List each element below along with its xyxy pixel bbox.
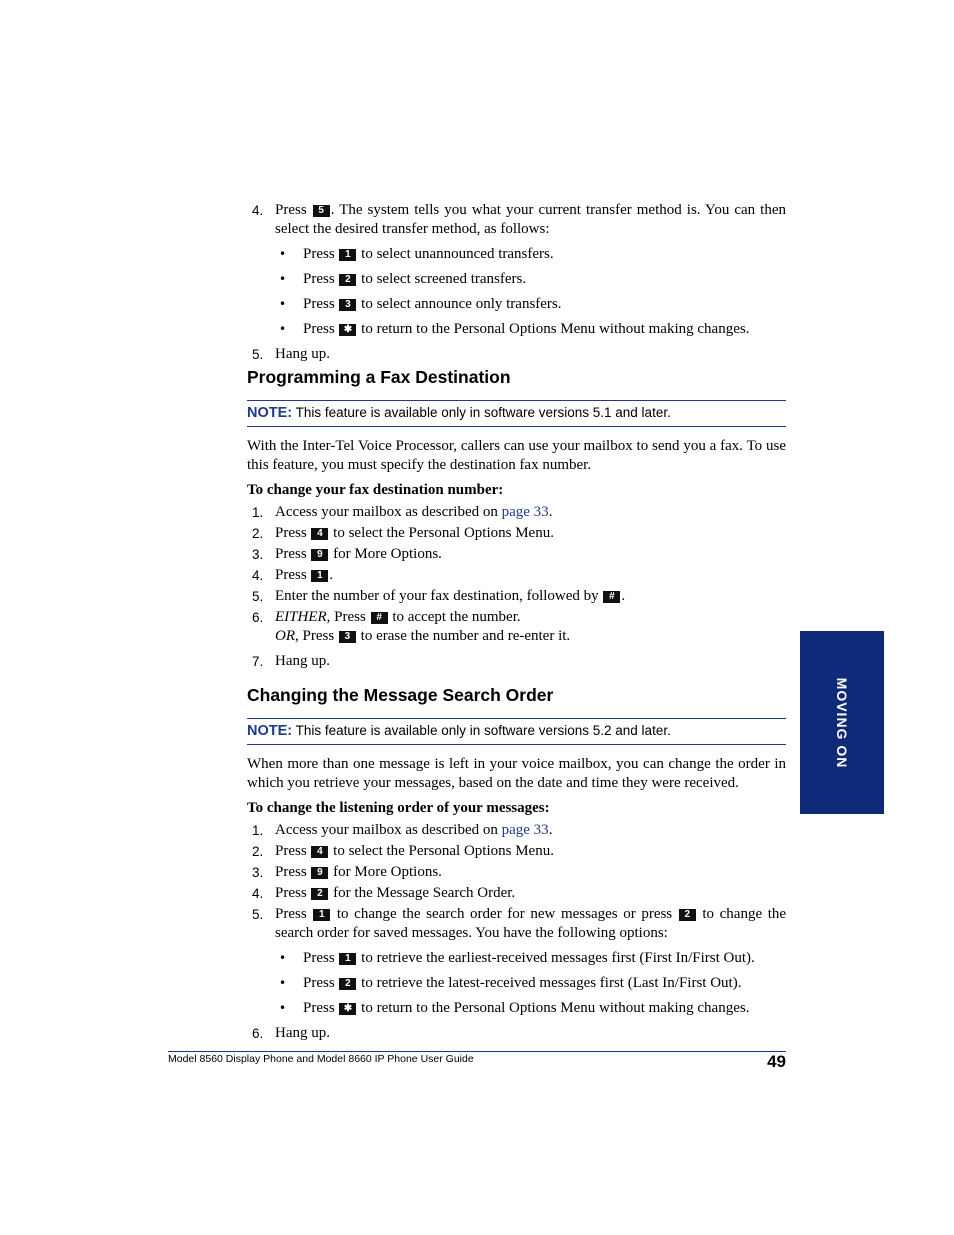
bullet: • xyxy=(279,322,287,336)
page-number: 49 xyxy=(767,1052,786,1071)
keypad-key: 1 xyxy=(313,909,330,921)
procedure-title: To change your fax destination number: xyxy=(247,482,504,498)
bullet: • xyxy=(279,272,287,286)
bullet: • xyxy=(279,247,287,261)
step-number: 3. xyxy=(252,865,264,880)
list-item: 1. Access your mailbox as described on page 33. xyxy=(252,822,553,838)
step-number: 2. xyxy=(252,844,264,859)
note-box xyxy=(247,400,786,427)
list-item: • Press 1 to retrieve the earliest-received messages first (First In/First Out). xyxy=(279,950,755,966)
list-item: 1. Access your mailbox as described on page 33. xyxy=(252,504,553,520)
bullet: • xyxy=(279,951,287,965)
list-item: 4. Press 5 . The system tells you what your current transfer method is. You can then select the desired transfer method, as follows: xyxy=(252,202,787,237)
step-number: 1. xyxy=(252,823,264,838)
page-link[interactable]: page 33 xyxy=(501,504,549,520)
keypad-key: 2 xyxy=(311,888,328,900)
fax-steps-list xyxy=(247,503,786,671)
keypad-key: ✱ xyxy=(339,1003,356,1015)
list-item: 5. Enter the number of your fax destination, followed by # . xyxy=(252,588,626,604)
keypad-key: 9 xyxy=(311,867,328,879)
step-number: 3. xyxy=(252,547,264,562)
side-tab-label: MOVING ON xyxy=(834,677,850,768)
bullet: • xyxy=(279,976,287,990)
search-options-list xyxy=(247,949,786,1018)
keypad-key: 5 xyxy=(313,205,330,217)
bullet: • xyxy=(279,297,287,311)
bullet: • xyxy=(279,1001,287,1015)
list-item: 5. Press 1 to change the search order for new messages or press 2 to change the search order for saved messages. You have the following options: xyxy=(252,906,787,941)
keypad-key: 2 xyxy=(679,909,696,921)
keypad-key: 3 xyxy=(339,631,356,643)
keypad-key: 2 xyxy=(339,978,356,990)
list-item: • Press ✱ to return to the Personal Options Menu without making changes. xyxy=(279,1000,750,1016)
keypad-key: 1 xyxy=(311,570,328,582)
note-text: This feature is available only in software versions 5.2 and later. xyxy=(295,723,671,738)
list-item: 2. Press 4 to select the Personal Options Menu. xyxy=(252,843,554,859)
step-number: 6. xyxy=(252,1026,264,1041)
list-item: 3. Press 9 for More Options. xyxy=(252,864,442,880)
step-number: 6. xyxy=(252,610,264,625)
search-intro: When more than one message is left in your voice mailbox, you can change the order in which you retrieve your messages, based on the date and time they were received. xyxy=(247,756,786,791)
keypad-key: 4 xyxy=(311,846,328,858)
step-number: 1. xyxy=(252,505,264,520)
procedure-title: To change the listening order of your messages: xyxy=(247,800,550,816)
fax-intro: With the Inter-Tel Voice Processor, callers can use your mailbox to send you a fax. To use this feature, you must specify the destination fax number. xyxy=(247,438,786,473)
keypad-key: ✱ xyxy=(339,324,356,336)
step-number: 2. xyxy=(252,526,264,541)
keypad-key: 3 xyxy=(339,299,356,311)
note-label: NOTE: xyxy=(247,723,293,739)
step-number: 5. xyxy=(252,347,264,362)
list-item: • Press 2 to retrieve the latest-received messages first (Last In/First Out). xyxy=(279,975,742,991)
list-item: • Press 2 to select screened transfers. xyxy=(279,271,527,287)
list-item: • Press 3 to select announce only transfers. xyxy=(279,296,562,312)
keypad-key: 9 xyxy=(311,549,328,561)
page-content xyxy=(247,199,786,1045)
footer-title: Model 8560 Display Phone and Model 8660 IP Phone User Guide xyxy=(168,1053,474,1065)
search-steps-list xyxy=(247,821,786,1043)
list-item: • Press ✱ to return to the Personal Options Menu without making changes. xyxy=(279,321,750,337)
step-number: 4. xyxy=(252,203,264,218)
note-box xyxy=(247,718,786,745)
section-heading-fax: Programming a Fax Destination xyxy=(247,367,511,387)
chapter-side-tab[interactable] xyxy=(800,631,884,814)
list-item: 3. Press 9 for More Options. xyxy=(252,546,442,562)
list-item: 2. Press 4 to select the Personal Options Menu. xyxy=(252,525,554,541)
keypad-key: 2 xyxy=(339,274,356,286)
list-item: 7. Hang up. xyxy=(252,653,330,669)
list-item: 5. Hang up. xyxy=(252,346,330,362)
transfer-options-list xyxy=(247,245,786,339)
keypad-key: 4 xyxy=(311,528,328,540)
footer-divider xyxy=(168,1051,786,1052)
keypad-key: 1 xyxy=(339,249,356,261)
list-item: 4. Press 2 for the Message Search Order. xyxy=(252,885,516,901)
keypad-key: 1 xyxy=(339,953,356,965)
step-number: 4. xyxy=(252,886,264,901)
section-heading-search: Changing the Message Search Order xyxy=(247,685,554,705)
list-item: • Press 1 to select unannounced transfers. xyxy=(279,246,554,262)
step-number: 5. xyxy=(252,589,264,604)
page-link[interactable]: page 33 xyxy=(501,822,549,838)
note-text: This feature is available only in software versions 5.1 and later. xyxy=(295,405,671,420)
list-item: 6. EITHER, Press # to accept the number. OR, Press 3 to erase the number and re-enter it. xyxy=(252,609,571,644)
step-number: 7. xyxy=(252,654,264,669)
note-label: NOTE: xyxy=(247,405,293,421)
keypad-key: # xyxy=(371,612,388,624)
step-number: 4. xyxy=(252,568,264,583)
keypad-key: # xyxy=(603,591,620,603)
list-item: 4. Press 1 . xyxy=(252,567,334,583)
list-item: 6. Hang up. xyxy=(252,1025,330,1041)
step-number: 5. xyxy=(252,907,264,922)
